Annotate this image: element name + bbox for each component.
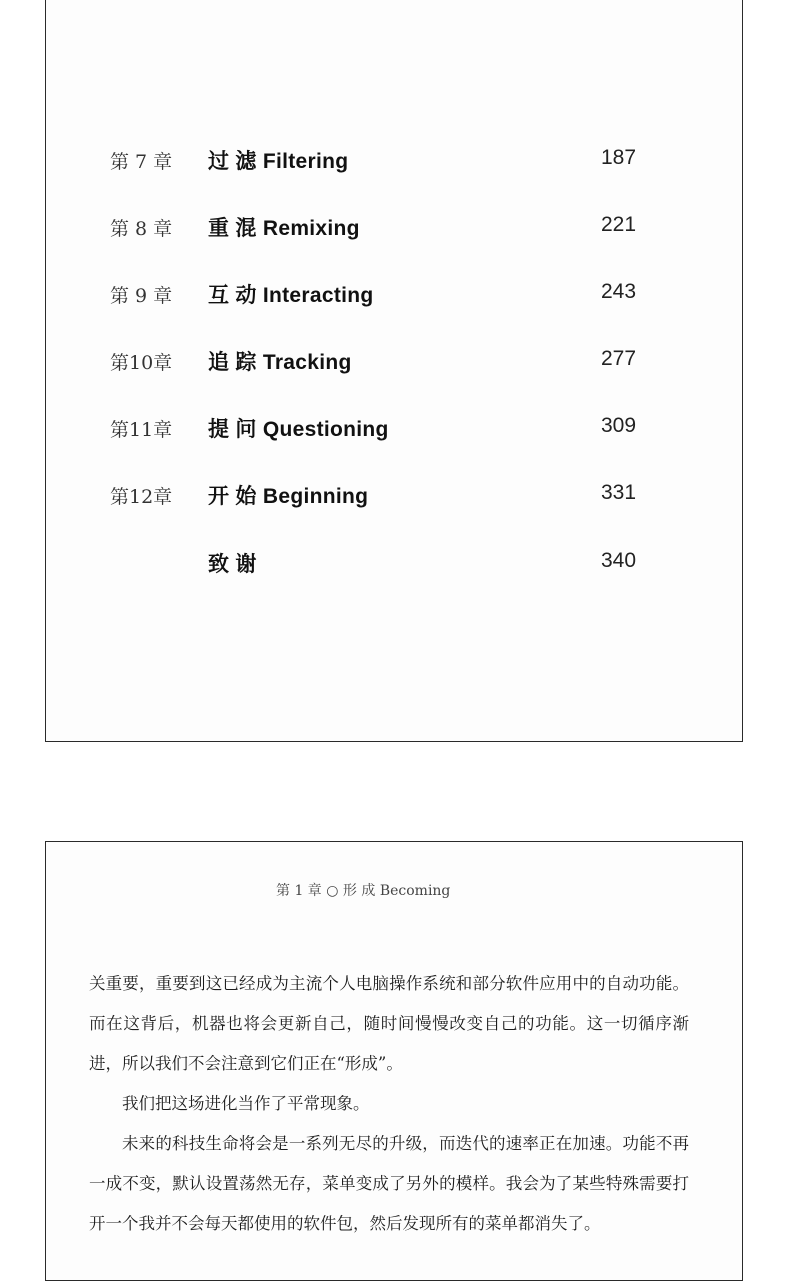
- toc-entry[interactable]: [46, 208, 742, 248]
- toc-entry[interactable]: [46, 342, 742, 382]
- chapter-number: 第 8 章: [110, 218, 173, 240]
- chapter-number: 第11章: [110, 419, 173, 441]
- chapter-number: 第12章: [110, 486, 173, 508]
- toc-page: [45, 0, 743, 742]
- chapter-number: 第 9 章: [110, 285, 173, 307]
- page-number: 277: [601, 347, 637, 370]
- chapter-number: 第10章: [110, 352, 173, 374]
- page-number: 340: [601, 549, 637, 572]
- toc-entry[interactable]: [46, 141, 742, 181]
- chapter-title: 提 问 Questioning: [208, 418, 389, 441]
- chapter-title: 追 踪 Tracking: [208, 351, 352, 374]
- paragraph: 我们把这场进化当作了平常现象。: [122, 1094, 370, 1113]
- chapter-number: 第 7 章: [110, 151, 173, 173]
- running-head: 第 1 章 ○ 形 成 Becoming: [276, 883, 451, 899]
- chapter-title: 过 滤 Filtering: [208, 150, 349, 173]
- page-number: 243: [601, 280, 637, 303]
- toc-entry[interactable]: [46, 476, 742, 516]
- page-number: 187: [601, 146, 637, 169]
- chapter-title: 开 始 Beginning: [208, 485, 369, 508]
- page-number: 221: [601, 213, 637, 236]
- toc-entry[interactable]: [46, 275, 742, 315]
- chapter-title: 互 动 Interacting: [208, 284, 374, 307]
- toc-entry[interactable]: [46, 409, 742, 449]
- page-number: 331: [601, 481, 637, 504]
- chapter-title: 重 混 Remixing: [208, 217, 360, 240]
- paragraph: 关重要，重要到这已经成为主流个人电脑操作系统和部分软件应用中的自动功能。而在这背后，机器也将会更新自己，随时间慢慢改变自己的功能。这一切循序渐进，所以我们不会注意到它们正在“形成”。: [89, 974, 689, 1073]
- body-text: [89, 964, 689, 1244]
- chapter-title: 致 谢: [208, 553, 257, 576]
- chapter-page: [45, 841, 743, 1281]
- toc-entry[interactable]: [46, 544, 742, 584]
- page-number: 309: [601, 414, 637, 437]
- paragraph: 未来的科技生命将会是一系列无尽的升级，而迭代的速率正在加速。功能不再一成不变，默认设置荡然无存，菜单变成了另外的模样。我会为了某些特殊需要打开一个我并不会每天都使用的软件包，然后发现所有的菜单都消失了。: [89, 1134, 689, 1233]
